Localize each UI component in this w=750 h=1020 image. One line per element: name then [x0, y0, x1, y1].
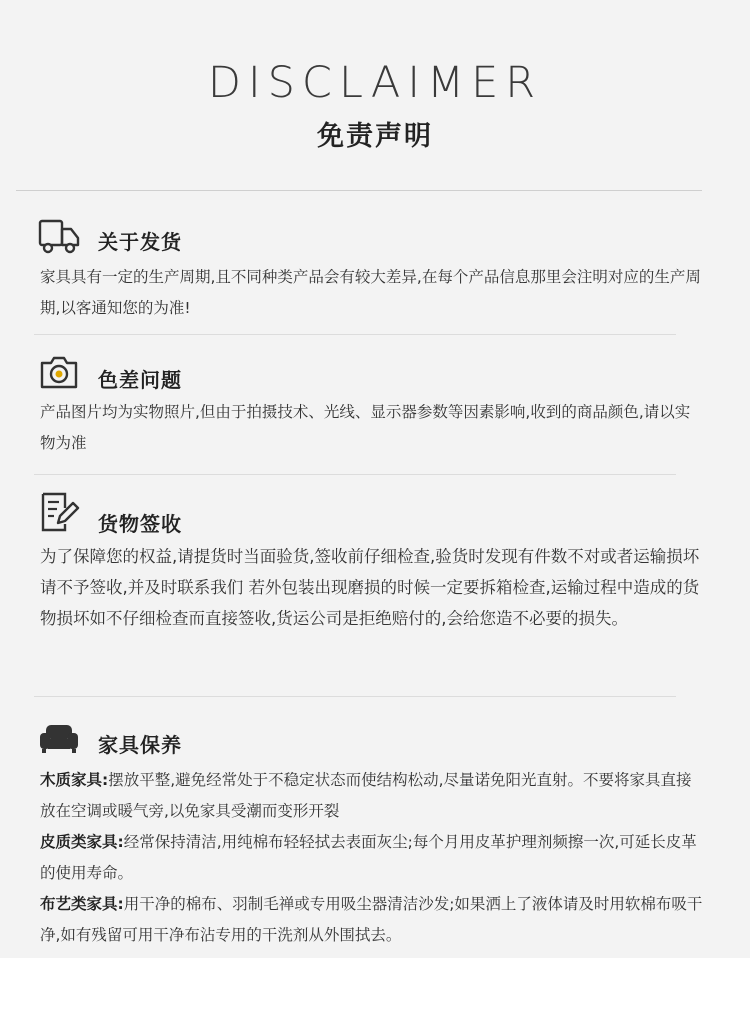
- shipping-text: 家具具有一定的生产周期,且不同种类产品会有较大差异,在每个产品信息那里会注明对应的生产周期,以客通知您的为准!: [40, 268, 701, 317]
- care-label: 木质家具:: [40, 771, 109, 789]
- document-edit-icon: [38, 491, 80, 537]
- section-divider: [34, 474, 676, 475]
- care-list: [40, 765, 705, 951]
- care-text: 摆放平整,避免经常处于不稳定状态而使结构松动,尽量诺免阳光直射。不要将家具直接放在空调或暖气旁,以免家具受潮而变形开裂: [40, 771, 692, 820]
- care-header: [38, 718, 80, 762]
- color-header: [38, 352, 80, 396]
- care-label: 布艺类家具:: [40, 895, 124, 913]
- color-title: 色差问题: [98, 368, 182, 392]
- truck-icon: [38, 215, 80, 261]
- care-title: 家具保养: [98, 733, 182, 757]
- care-label: 皮质类家具:: [40, 833, 124, 851]
- care-item-wood: [40, 765, 705, 827]
- shipping-title: 关于发货: [98, 230, 182, 254]
- care-item-leather: [40, 827, 705, 889]
- header-divider: [16, 190, 702, 191]
- section-divider: [34, 696, 676, 697]
- care-text: 用干净的棉布、羽制毛禅或专用吸尘器清洁沙发;如果洒上了液体请及时用软棉布吸干净,如有残留可用干净布沾专用的干洗剂从外围拭去。: [40, 895, 703, 944]
- camera-icon: [38, 351, 80, 397]
- care-item-fabric: [40, 889, 705, 951]
- receipt-header: [38, 492, 80, 536]
- shipping-header: [38, 216, 80, 260]
- color-text: 产品图片均为实物照片,但由于拍摄技术、光线、显示器参数等因素影响,收到的商品颜色,请以实物为准: [40, 403, 691, 452]
- sofa-icon: [38, 717, 80, 763]
- receipt-title: 货物签收: [98, 512, 182, 536]
- care-text: 经常保持清洁,用纯棉布轻轻拭去表面灰尘;每个月用皮革护理剂频擦一次,可延长皮革的使用寿命。: [40, 833, 697, 882]
- title-chinese: 免责声明: [317, 121, 433, 152]
- title-english: DISCLAIMER: [207, 58, 543, 108]
- receipt-text: 为了保障您的权益,请提货时当面验货,签收前仔细检查,验货时发现有件数不对或者运输损坏请不予签收,并及时联系我们 若外包装出现磨损的时候一定要拆箱检查,运输过程中造成的货物损坏如不仔细检查而直接签收,货运公司是拒绝赔付的,会给您造不必要的损失。: [40, 547, 700, 628]
- section-divider: [34, 334, 676, 335]
